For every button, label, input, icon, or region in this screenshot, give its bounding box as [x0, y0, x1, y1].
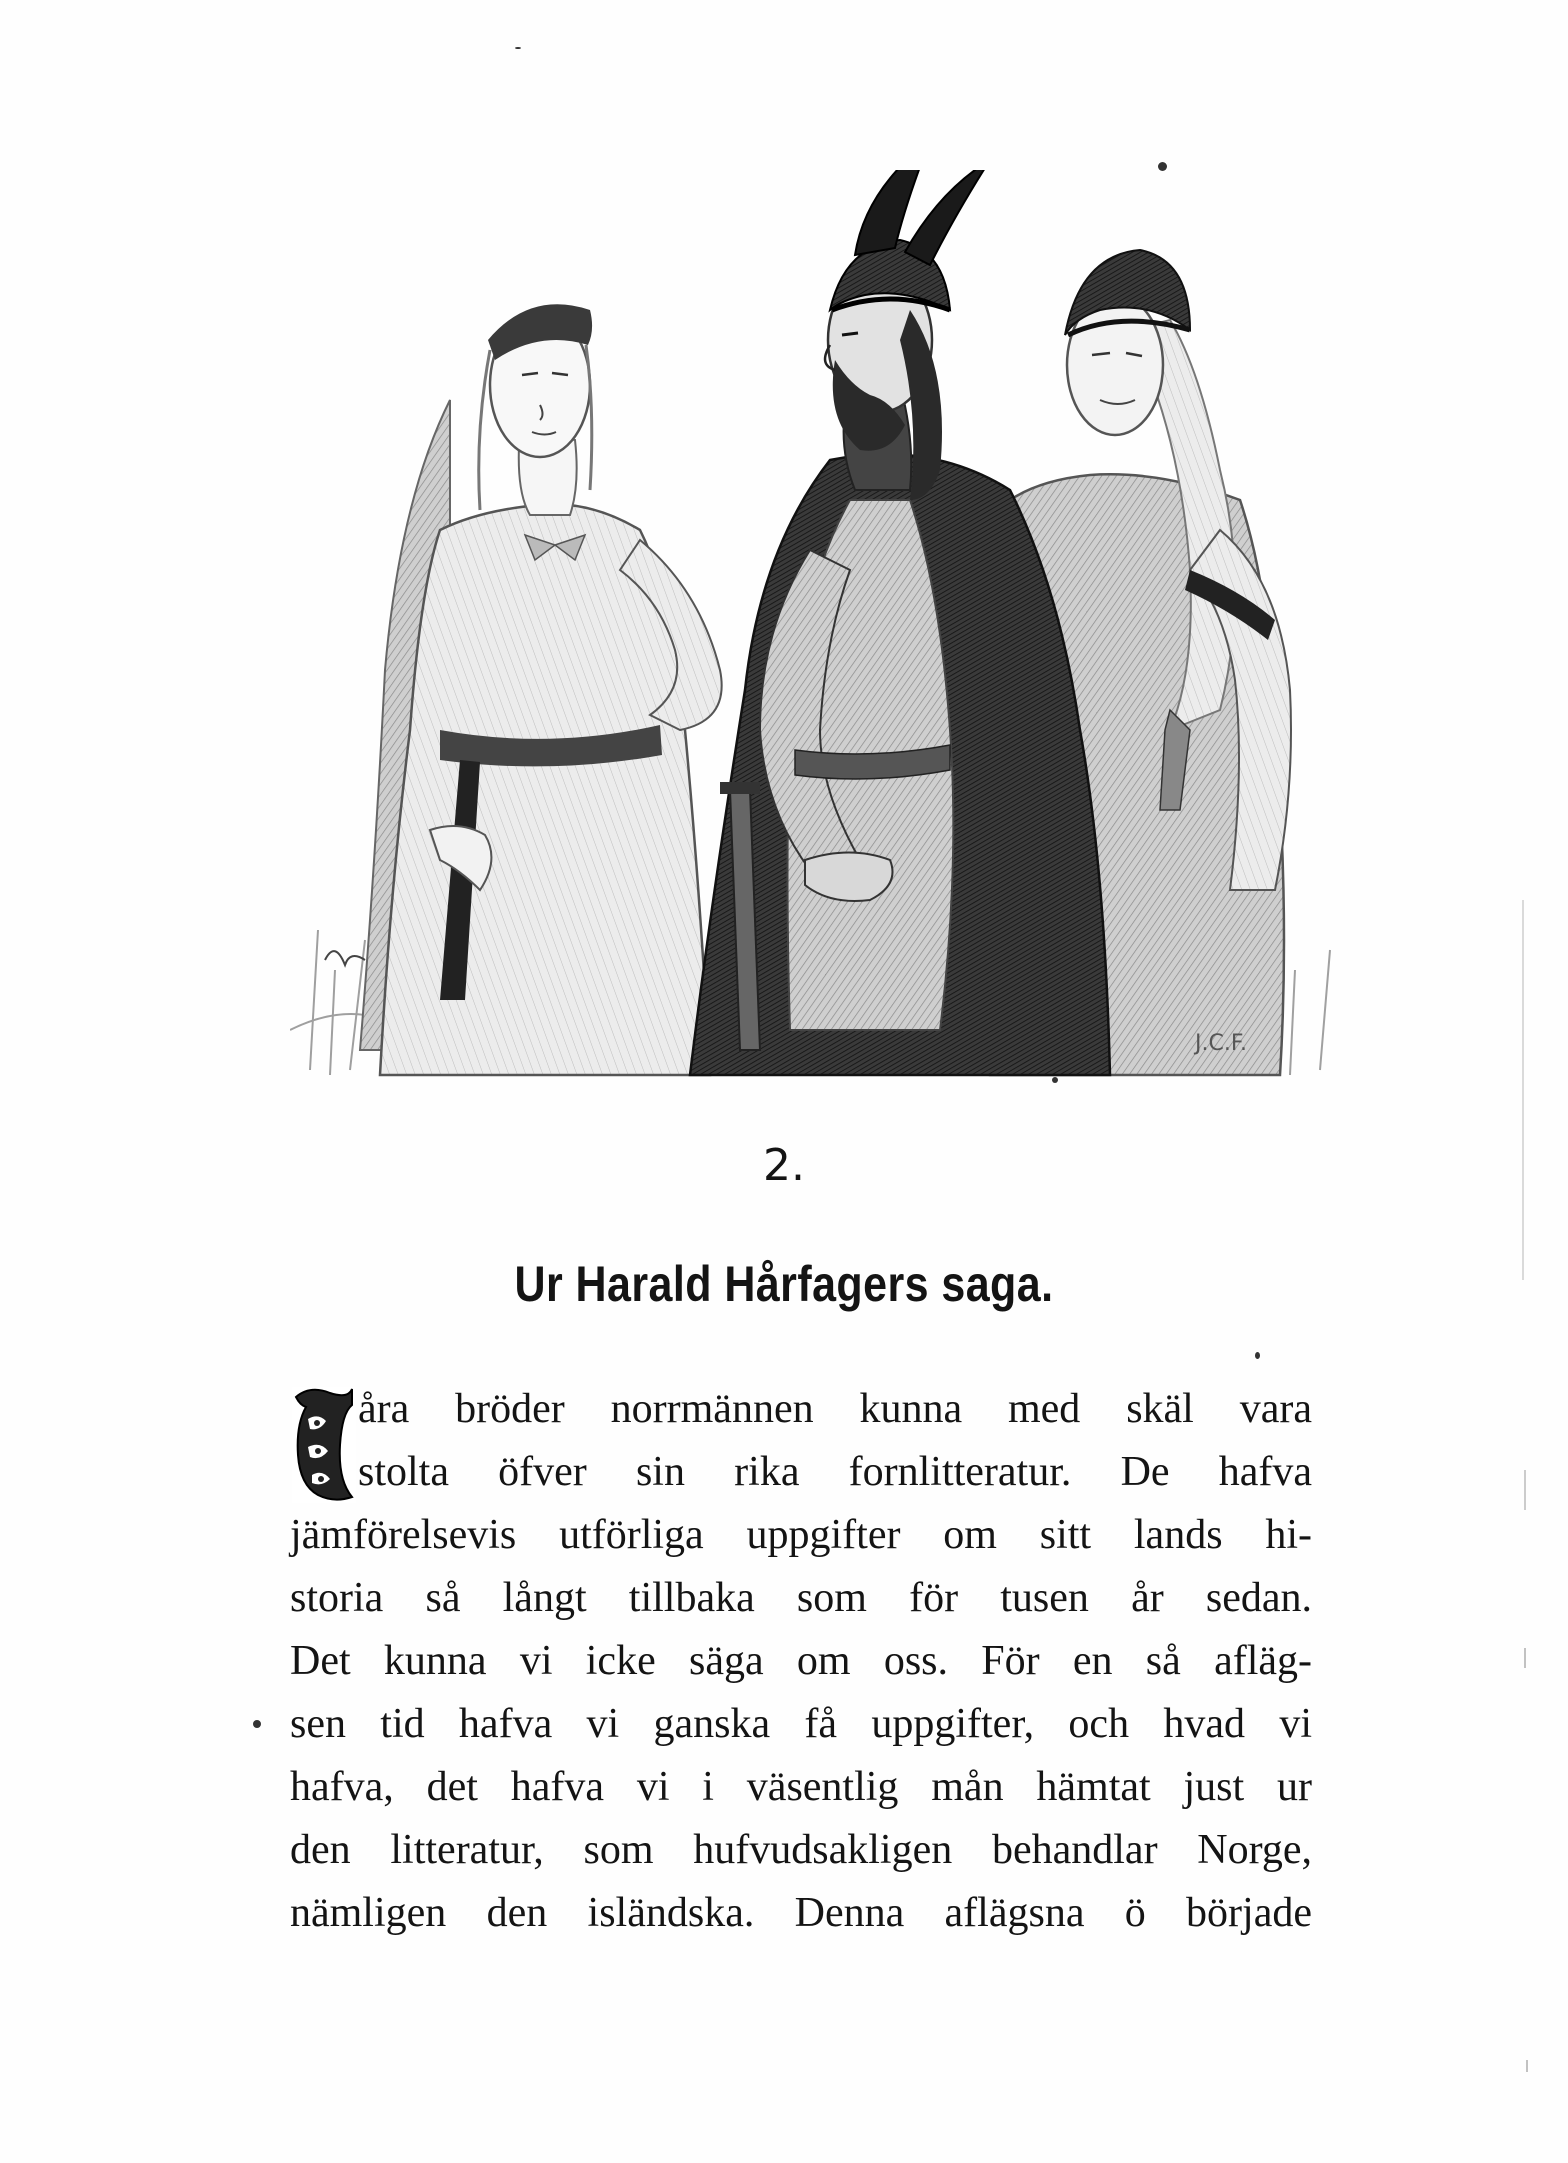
text-line: stolta öfver sin rika fornlitteratur. De hafva: [358, 1449, 1312, 1495]
text-line: den litteratur, som hufvudsakligen behandlar Norge,: [290, 1827, 1312, 1873]
page-edge-line: [1522, 900, 1524, 1280]
chapter-number: 2.: [763, 1140, 805, 1191]
page-edge-line: [1524, 1470, 1526, 1510]
scan-speck: [515, 47, 521, 49]
text-line: nämligen den isländska. Denna aflägsna ö började: [290, 1890, 1312, 1936]
body-text: [290, 1378, 1312, 1945]
warrior-center-figure: [690, 170, 1110, 1075]
chapter-title: Ur Harald Hårfagers saga.: [514, 1256, 1054, 1312]
page-edge-line: [1524, 1648, 1526, 1668]
text-line: åra bröder norrmännen kunna med skäl vara: [358, 1386, 1312, 1432]
artist-mark-left: [325, 951, 365, 965]
viking-figures-drawing: [290, 170, 1350, 1090]
text-line: sen tid hafva vi ganska få uppgifter, och hvad vi: [290, 1701, 1312, 1747]
woman-figure: [360, 304, 722, 1075]
text-line: storia så långt tillbaka som för tusen år sedan.: [290, 1575, 1312, 1621]
illustration: [290, 170, 1350, 1090]
text-line: Det kunna vi icke säga om oss. För en så afläg-: [290, 1638, 1312, 1684]
text-line: hafva, det hafva vi i väsentlig mån hämtat just ur: [290, 1764, 1312, 1810]
scan-speck: [253, 1720, 261, 1728]
page-edge-line: [1526, 2060, 1528, 2072]
scan-speck: [1255, 1352, 1260, 1359]
artist-signature: J.C.F.: [1195, 1031, 1247, 1056]
text-line: jämförelsevis utförliga uppgifter om sitt lands hi-: [290, 1512, 1312, 1558]
